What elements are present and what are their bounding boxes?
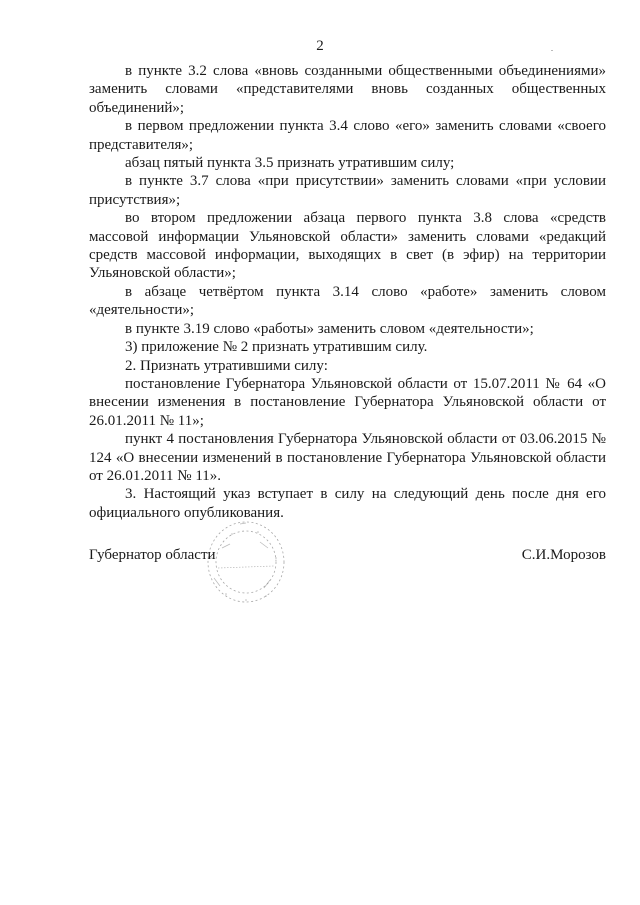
- document-body: [89, 62, 606, 522]
- paragraph-9: 2. Признать утратившими силу:: [125, 357, 328, 374]
- signatory-position: Губернатор области: [89, 547, 216, 563]
- signature-block: [89, 547, 606, 567]
- paragraph-1: в пункте 3.2 слова «вновь созданными общественными объединениями» заменить словами «представителями вновь созданных общественных объединений»;: [89, 63, 606, 116]
- paragraph-4: в пункте 3.7 слова «при присутствии» заменить словами «при условии присутствия»;: [89, 173, 606, 208]
- paragraph-2: в первом предложении пункта 3.4 слово «его» заменить словами «своего представителя»;: [89, 118, 606, 153]
- paragraph-12: 3. Настоящий указ вступает в силу на следующий день после дня его официального опубликования.: [89, 486, 606, 521]
- scan-speck: [551, 50, 553, 51]
- paragraph-7: в пункте 3.19 слово «работы» заменить словом «деятельности»;: [125, 320, 534, 337]
- paragraph-8: 3) приложение № 2 признать утратившим силу.: [125, 339, 428, 356]
- paragraph-3: абзац пятый пункта 3.5 признать утратившим силу;: [125, 155, 455, 172]
- signatory-name: С.И.Морозов: [521, 547, 606, 563]
- paragraph-6: в абзаце четвёртом пункта 3.14 слово «работе» заменить словом «деятельности»;: [89, 283, 606, 319]
- page-number: 2: [316, 38, 324, 54]
- paragraph-5: во втором предложении абзаца первого пункта 3.8 слова «средств массовой информации Ульяновской области» заменить словами «редакций средств массовой информации, выходящих в свет (в эфир) на территории Ульяновской области»;: [89, 210, 606, 282]
- paragraph-11: пункт 4 постановления Губернатора Ульяновской области от 03.06.2015 № 124 «О внесении изменений в постановление Губернатора Ульяновской области от 26.01.2011 № 11».: [89, 431, 606, 484]
- paragraph-10: постановление Губернатора Ульяновской области от 15.07.2011 № 64 «О внесении изменения в постановление Губернатора Ульяновской области от 26.01.2011 № 11»;: [89, 375, 606, 429]
